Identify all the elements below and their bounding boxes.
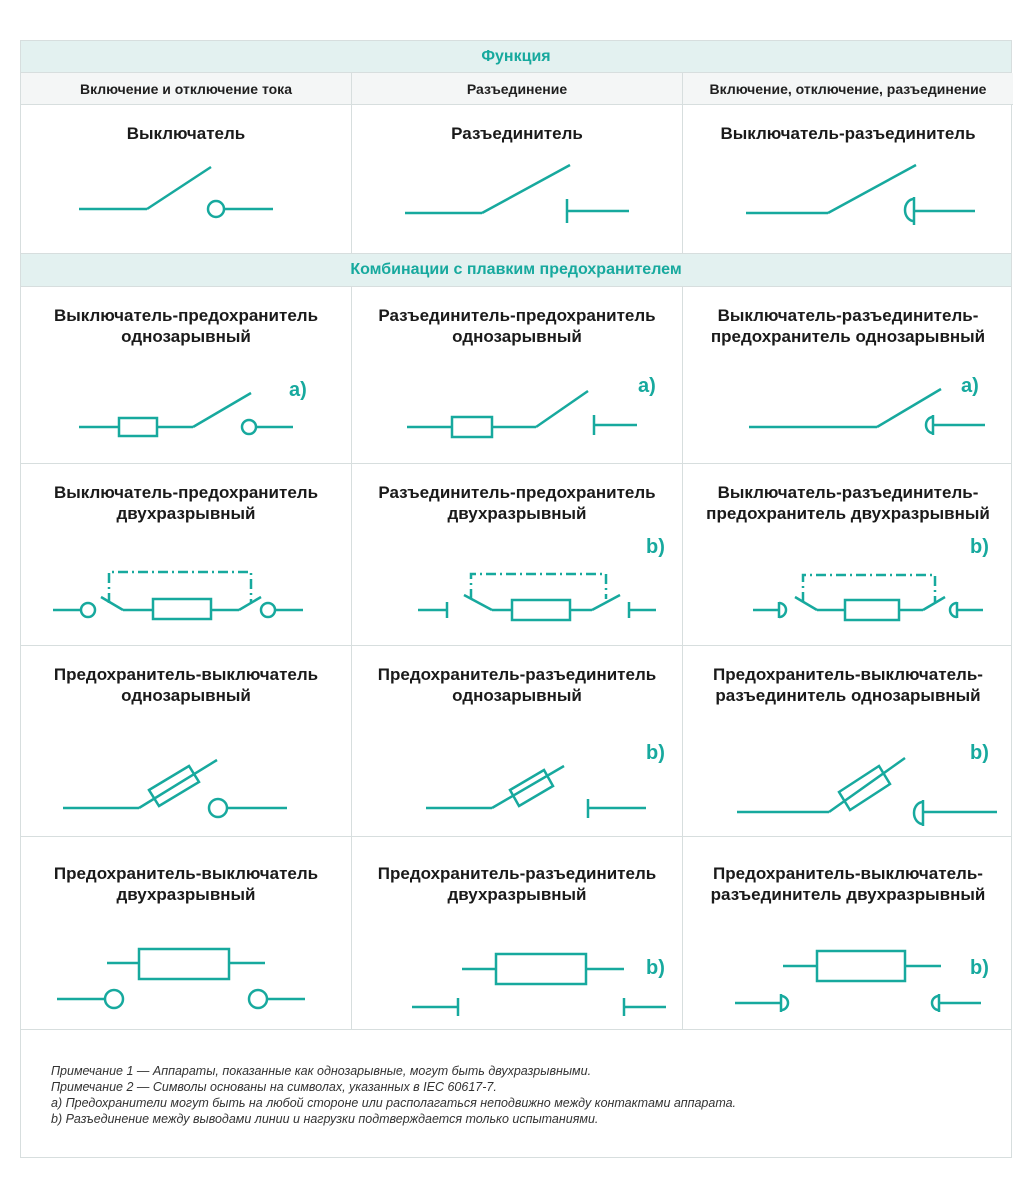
- note-2: Примечание 2 — Символы основаны на символах, указанных в IEC 60617-7.: [51, 1080, 497, 1094]
- note-1: Примечание 1 — Аппараты, показанные как однозарывные, могут быть двухразрывными.: [51, 1064, 592, 1078]
- cell-title: Разъединитель: [451, 124, 583, 143]
- cell-disconnector-fuse-double: [352, 464, 682, 645]
- cell-title: Разъединитель-предохранитель двухразрывный: [378, 483, 656, 523]
- cell-title: Выключатель-разъединитель- предохранитель двухразрывный: [706, 483, 990, 523]
- cell-fuse-switch-disconnector-single: [683, 646, 1013, 836]
- cell-switch-fuse-single: [21, 287, 351, 463]
- note-mark: b): [646, 957, 665, 979]
- cell-fuse-switch-single: [21, 646, 351, 836]
- note-mark: b): [970, 957, 989, 979]
- function-title: Функция: [481, 47, 551, 65]
- cell-switch-disconnector-fuse-single: [683, 287, 1013, 463]
- cell-title: Выключатель-предохранитель двухразрывный: [53, 483, 319, 523]
- note-mark: a): [638, 375, 656, 397]
- cell-title: Выключатель: [126, 124, 246, 143]
- cell-switch-disconnector-fuse-double: [683, 464, 1013, 645]
- cell-switch-fuse-double: [21, 464, 351, 645]
- fuse-disconnector-single-symbol: [352, 646, 682, 836]
- switch-fuse-double-symbol: [21, 464, 351, 645]
- column-header-isolation: Разъединение: [352, 73, 682, 105]
- note-mark: b): [970, 536, 989, 558]
- cell-fuse-disconnector-double: [352, 837, 682, 1029]
- cell-title: Разъединитель-предохранитель однозарывный: [378, 306, 656, 346]
- disconnector-fuse-single-symbol: [352, 287, 682, 463]
- column-header-switching: Включение и отключение тока: [21, 73, 351, 105]
- fuse-disconnector-double-symbol: [352, 837, 682, 1029]
- note-b: b) Разъединение между выводами линии и нагрузки подтверждается только испытаниями.: [51, 1112, 599, 1126]
- cell-title: Предохранитель-выключатель- разъединитель двухразрывный: [710, 864, 986, 904]
- note-mark: b): [970, 742, 989, 764]
- switch-symbol: [21, 105, 351, 253]
- fuse-switch-double-symbol: [21, 837, 351, 1029]
- row-divider: [21, 1029, 1011, 1030]
- cell-fuse-switch-disconnector-double: [683, 837, 1013, 1029]
- note-mark: a): [961, 375, 979, 397]
- note-mark: b): [646, 536, 665, 558]
- cell-title: Предохранитель-разъединитель однозарывный: [377, 665, 657, 705]
- column-header-switching-isolation: Включение, отключение, разъединение: [683, 73, 1013, 105]
- note-a: a) Предохранители могут быть на любой стороне или располагаться неподвижно между контактами аппарата.: [51, 1096, 737, 1110]
- cell-title: Предохранитель-выключатель однозарывный: [53, 665, 319, 705]
- notes: [51, 1063, 981, 1127]
- fuse-switch-single-symbol: [21, 646, 351, 836]
- switch-fuse-single-symbol: [21, 287, 351, 463]
- cell-switch: [21, 105, 351, 253]
- cell-title: Предохранитель-выключатель- разъединитель однозарывный: [713, 665, 983, 705]
- cell-title: Выключатель-разъединитель: [720, 124, 976, 143]
- cell-switch-disconnector: [683, 105, 1013, 253]
- switch-disconnector-fuse-single-symbol: [683, 287, 1013, 463]
- disconnector-fuse-double-symbol: [352, 464, 682, 645]
- combinations-header: [21, 253, 1011, 287]
- fuse-switch-disconnector-single-symbol: [683, 646, 1013, 836]
- cell-title: Выключатель-разъединитель- предохранитель однозарывный: [710, 306, 986, 346]
- cell-fuse-switch-double: [21, 837, 351, 1029]
- combinations-title: Комбинации с плавким предохранителем: [350, 261, 682, 278]
- cell-disconnector-fuse-single: [352, 287, 682, 463]
- cell-fuse-disconnector-single: [352, 646, 682, 836]
- cell-title: Предохранитель-выключатель двухразрывный: [53, 864, 319, 904]
- fuse-switch-disconnector-double-symbol: [683, 837, 1013, 1029]
- cell-title: Выключатель-предохранитель однозарывный: [53, 306, 319, 346]
- note-mark: b): [646, 742, 665, 764]
- note-mark: a): [289, 379, 307, 401]
- function-header: [21, 41, 1011, 73]
- cell-title: Предохранитель-разъединитель двухразрывный: [377, 864, 657, 904]
- switch-disconnector-fuse-double-symbol: [683, 464, 1013, 645]
- disconnector-symbol: [352, 105, 682, 253]
- cell-disconnector: [352, 105, 682, 253]
- switch-disconnector-symbol: [683, 105, 1013, 253]
- function-table: [20, 40, 1012, 1158]
